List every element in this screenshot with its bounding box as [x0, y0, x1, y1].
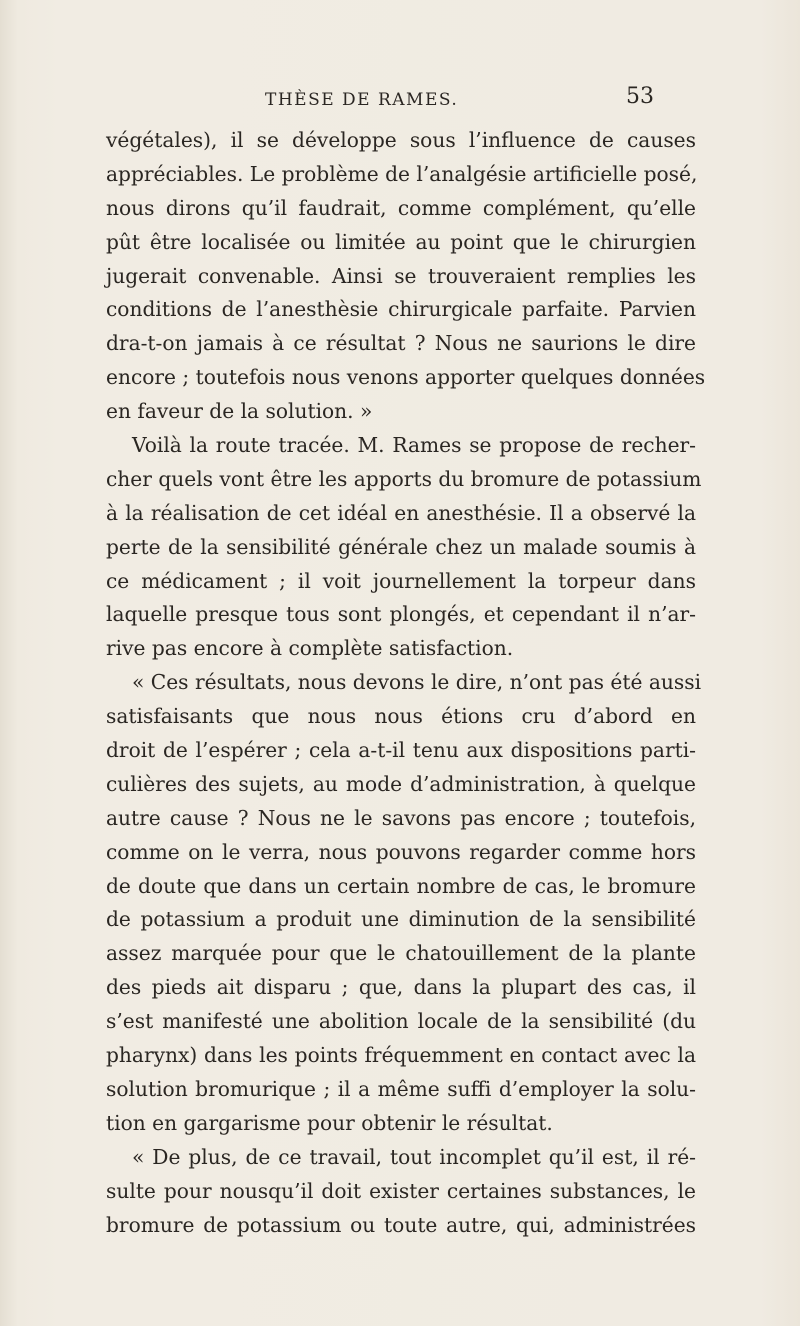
text-line: assez marquée pour que le chatouillement de la plante [106, 941, 696, 966]
text-line: cher quels vont être les apports du bromure de potassium [106, 466, 702, 491]
text-line: rive pas encore à complète satisfaction. [106, 636, 514, 661]
text-line: Voilà la route tracée. M. Rames se propose de recher- [132, 433, 696, 458]
page-number: 53 [626, 84, 654, 109]
text-line: dra-t-on jamais à ce résultat ? Nous ne saurions le dire [106, 331, 696, 356]
text-line: encore ; toutefois nous venons apporter quelques données [106, 365, 706, 390]
text-line: de potassium a produit une diminution de la sensibilité [106, 907, 696, 932]
text-line: perte de la sensibilité générale chez un malade soumis à [106, 534, 696, 559]
text-line: comme on le verra, nous pouvons regarder comme hors [106, 839, 696, 864]
page-header [110, 84, 690, 118]
text-line: culières des sujets, au mode d’administration, à quelque [106, 771, 696, 796]
running-title: THÈSE DE RAMES. [265, 90, 459, 110]
text-line: conditions de l’anesthèsie chirurgicale parfaite. Parvien [106, 297, 696, 322]
text-line: des pieds ait disparu ; que, dans la plupart des cas, il [106, 975, 696, 1000]
text-line: de doute que dans un certain nombre de cas, le bromure [106, 873, 696, 898]
text-line: solution bromurique ; il a même suffi d’employer la solu- [106, 1076, 696, 1101]
text-line: jugerait convenable. Ainsi se trouveraient remplies les [106, 263, 696, 288]
text-line: ce médicament ; il voit journellement la torpeur dans [106, 568, 696, 593]
text-line: nous dirons qu’il faudrait, comme complément, qu’elle [106, 195, 696, 220]
text-line: autre cause ? Nous ne le savons pas encore ; toutefois, [106, 805, 696, 830]
text-line: laquelle presque tous sont plongés, et cependant il n’ar- [106, 602, 696, 627]
text-line: « De plus, de ce travail, tout incomplet qu’il est, il ré- [132, 1144, 696, 1169]
text-line: en faveur de la solution. » [106, 399, 373, 424]
text-line: pût être localisée ou limitée au point que le chirurgien [106, 229, 696, 254]
text-line: végétales), il se développe sous l’influence de causes [106, 128, 696, 152]
text-line: appréciables. Le problème de l’analgésie artificielle posé, [106, 161, 698, 186]
text-line: bromure de potassium ou toute autre, qui, administrées [106, 1212, 696, 1237]
text-line: tion en gargarisme pour obtenir le résultat. [106, 1110, 553, 1135]
text-line: satisfaisants que nous nous étions cru d’abord en [106, 704, 696, 729]
text-line: s’est manifesté une abolition locale de la sensibilité (du [106, 1009, 696, 1034]
body-text [106, 124, 706, 1242]
text-line: pharynx) dans les points fréquemment en contact avec la [106, 1043, 696, 1068]
text-line: à la réalisation de cet idéal en anesthésie. Il a observé la [106, 500, 696, 525]
text-line: sulte pour nousqu’il doit exister certaines substances, le [106, 1178, 696, 1203]
text-line: droit de l’espérer ; cela a-t-il tenu aux dispositions parti- [106, 738, 696, 763]
text-line: « Ces résultats, nous devons le dire, n’ont pas été aussi [132, 670, 702, 695]
